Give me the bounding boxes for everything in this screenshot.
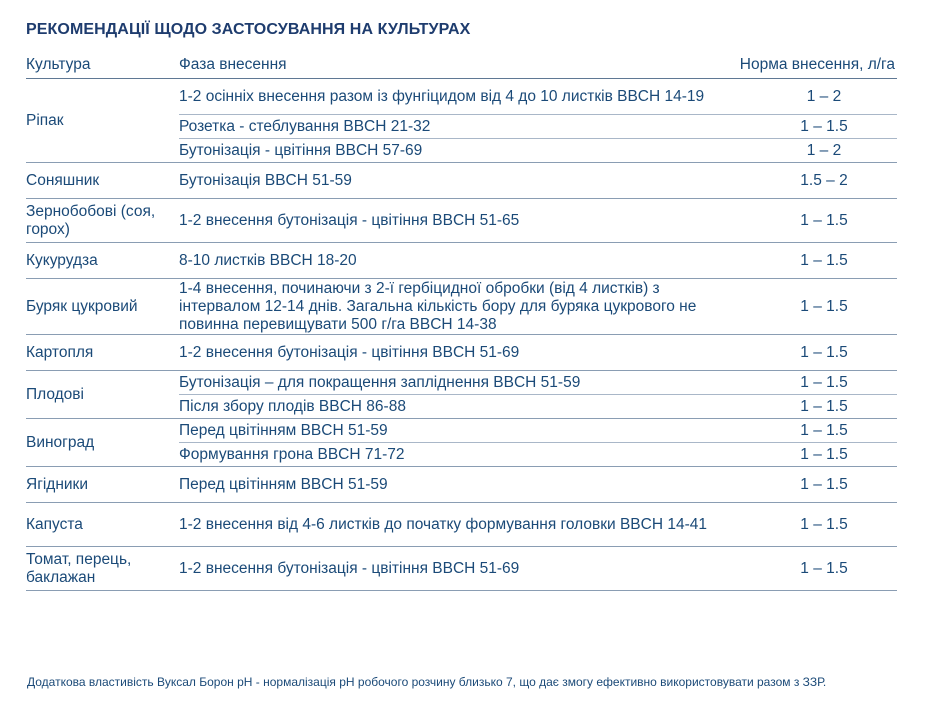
rate-cell: 1 – 1.5 — [739, 199, 897, 243]
phase-cell: 1-4 внесення, починаючи з 2-ї гербіцидної обробки (від 4 листків) з інтервалом 12-14 днів. Загальна кількість бору для буряка цукрового не повинна перевищувати 500 г/га BBCH 14-38 — [179, 279, 739, 335]
phase-cell: Перед цвітінням BBCH 51-59 — [179, 467, 739, 503]
header-phase: Фаза внесення — [179, 50, 739, 79]
crop-cell: Картопля — [26, 335, 179, 371]
phase-cell: 1-2 осінніх внесення разом із фунгіцидом від 4 до 10 листків BBCH 14-19 — [179, 79, 739, 115]
table-row — [26, 419, 897, 443]
phase-cell: 1-2 внесення бутонізація - цвітіння BBCH 51-69 — [179, 547, 739, 591]
phase-cell: Бутонізація – для покращення запліднення BBCH 51-59 — [179, 371, 739, 395]
phase-cell: Перед цвітінням BBCH 51-59 — [179, 419, 739, 443]
header-rate: Норма внесення, л/га — [739, 50, 897, 79]
phase-cell: Розетка - стеблування BBCH 21-32 — [179, 115, 739, 139]
rate-cell: 1 – 1.5 — [739, 335, 897, 371]
rate-cell: 1 – 1.5 — [739, 547, 897, 591]
crop-cell: Виноград — [26, 419, 179, 467]
table-row — [26, 547, 897, 591]
rate-cell: 1 – 1.5 — [739, 243, 897, 279]
crop-cell: Капуста — [26, 503, 179, 547]
phase-cell: 1-2 внесення бутонізація - цвітіння BBCH 51-69 — [179, 335, 739, 371]
table-row — [26, 467, 897, 503]
table-body — [26, 79, 897, 591]
rate-cell: 1 – 2 — [739, 139, 897, 163]
phase-cell: 1-2 внесення бутонізація - цвітіння BBCH 51-65 — [179, 199, 739, 243]
rate-cell: 1 – 1.5 — [739, 443, 897, 467]
table-row — [26, 503, 897, 547]
footnote: Додаткова властивість Вуксал Борон pH - нормалізація pH робочого розчину близько 7, що дає змогу ефективно використовувати разом з ЗЗР. — [27, 675, 827, 689]
rate-cell: 1 – 1.5 — [739, 115, 897, 139]
table-row — [26, 199, 897, 243]
phase-cell: Формування грона BBCH 71-72 — [179, 443, 739, 467]
table-row — [26, 163, 897, 199]
rate-cell: 1.5 – 2 — [739, 163, 897, 199]
crop-cell: Соняшник — [26, 163, 179, 199]
rate-cell: 1 – 2 — [739, 79, 897, 115]
rate-cell: 1 – 1.5 — [739, 371, 897, 395]
page-title: РЕКОМЕНДАЦІЇ ЩОДО ЗАСТОСУВАННЯ НА КУЛЬТУРАХ — [26, 21, 471, 38]
table-header-row — [26, 50, 897, 79]
rate-cell: 1 – 1.5 — [739, 503, 897, 547]
phase-cell: 8-10 листків BBCH 18-20 — [179, 243, 739, 279]
table-row — [26, 243, 897, 279]
rate-cell: 1 – 1.5 — [739, 467, 897, 503]
table-row — [26, 371, 897, 395]
crop-cell: Ягідники — [26, 467, 179, 503]
rate-cell: 1 – 1.5 — [739, 279, 897, 335]
crop-cell: Зернобобові (соя, горох) — [26, 199, 179, 243]
table-row — [26, 279, 897, 335]
crop-cell: Плодові — [26, 371, 179, 419]
phase-cell: Бутонізація BBCH 51-59 — [179, 163, 739, 199]
crop-cell: Томат, перець, баклажан — [26, 547, 179, 591]
crop-cell: Ріпак — [26, 79, 179, 163]
crop-cell: Кукурудза — [26, 243, 179, 279]
rate-cell: 1 – 1.5 — [739, 419, 897, 443]
phase-cell: Бутонізація - цвітіння BBCH 57-69 — [179, 139, 739, 163]
header-crop: Культура — [26, 50, 179, 79]
table-row — [26, 335, 897, 371]
crop-cell: Буряк цукровий — [26, 279, 179, 335]
phase-cell: Після збору плодів BBCH 86-88 — [179, 395, 739, 419]
phase-cell: 1-2 внесення від 4-6 листків до початку формування головки BBCH 14-41 — [179, 503, 739, 547]
recommendations-table — [26, 50, 897, 591]
rate-cell: 1 – 1.5 — [739, 395, 897, 419]
table-row — [26, 79, 897, 115]
